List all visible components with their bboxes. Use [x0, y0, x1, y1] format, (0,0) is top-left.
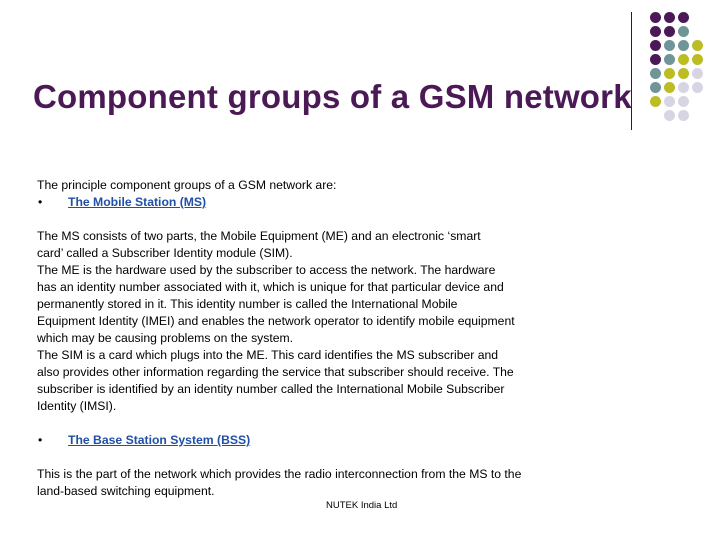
decorative-dot — [678, 12, 689, 23]
decorative-dot — [678, 96, 689, 107]
ms-line: Equipment Identity (IMEI) and enables the network operator to identify mobile equipment — [37, 314, 515, 328]
bss-line: land-based switching equipment. — [37, 484, 215, 498]
decorative-dot — [692, 82, 703, 93]
decorative-dot — [664, 26, 675, 37]
decorative-dot — [692, 68, 703, 79]
decorative-dot — [664, 82, 675, 93]
decorative-dot — [650, 82, 661, 93]
ms-line: The MS consists of two parts, the Mobile Equipment (ME) and an electronic ‘smart — [37, 229, 481, 243]
decorative-dot — [650, 96, 661, 107]
decorative-dot — [664, 68, 675, 79]
list-item-base-station-system — [37, 432, 597, 449]
slide-body — [37, 177, 597, 500]
bss-line: This is the part of the network which provides the radio interconnection from the MS to the — [37, 467, 522, 481]
decorative-dot — [650, 12, 661, 23]
list-item-mobile-station — [37, 194, 597, 211]
decorative-dot — [664, 96, 675, 107]
decorative-dot — [650, 26, 661, 37]
decorative-dot — [678, 110, 689, 121]
spacer — [37, 449, 597, 466]
base-station-system-link[interactable]: The Base Station System (BSS) — [68, 433, 251, 447]
ms-line: The ME is the hardware used by the subscriber to access the network. The hardware — [37, 263, 496, 277]
decorative-dot — [664, 110, 675, 121]
decorative-dot — [692, 54, 703, 65]
spacer — [37, 415, 597, 432]
footer-text: NUTEK India Ltd — [326, 500, 398, 511]
bullet-icon: • — [38, 433, 43, 447]
decorative-dot — [650, 54, 661, 65]
decorative-dot — [678, 26, 689, 37]
ms-line: has an identity number associated with it, which is unique for that particular device and — [37, 280, 504, 294]
ms-line: subscriber is identified by an identity number called the International Mobile Subscriber — [37, 382, 505, 396]
ms-line: Identity (IMSI). — [37, 399, 117, 413]
decorative-dot — [664, 54, 675, 65]
decorative-dot — [678, 68, 689, 79]
decorative-dot — [692, 40, 703, 51]
decorative-dot — [664, 12, 675, 23]
decorative-dot — [650, 40, 661, 51]
decorative-dot — [678, 54, 689, 65]
decorative-dot — [678, 82, 689, 93]
ms-line: also provides other information regarding the service that subscriber should receive. The — [37, 365, 514, 379]
slide-title: Component groups of a GSM network — [33, 78, 632, 115]
ms-line: card’ called a Subscriber Identity module (SIM). — [37, 246, 293, 260]
ms-line: The SIM is a card which plugs into the ME. This card identifies the MS subscriber and — [37, 348, 499, 362]
mobile-station-link[interactable]: The Mobile Station (MS) — [68, 195, 207, 209]
decorative-dot — [650, 68, 661, 79]
ms-line: which may be causing problems on the system. — [37, 331, 294, 345]
decorative-dot — [664, 40, 675, 51]
ms-line: permanently stored in it. This identity number is called the International Mobile — [37, 297, 458, 311]
spacer — [37, 211, 597, 228]
decorative-dot — [678, 40, 689, 51]
bullet-icon: • — [38, 195, 43, 209]
intro-text: The principle component groups of a GSM network are: — [37, 178, 337, 192]
